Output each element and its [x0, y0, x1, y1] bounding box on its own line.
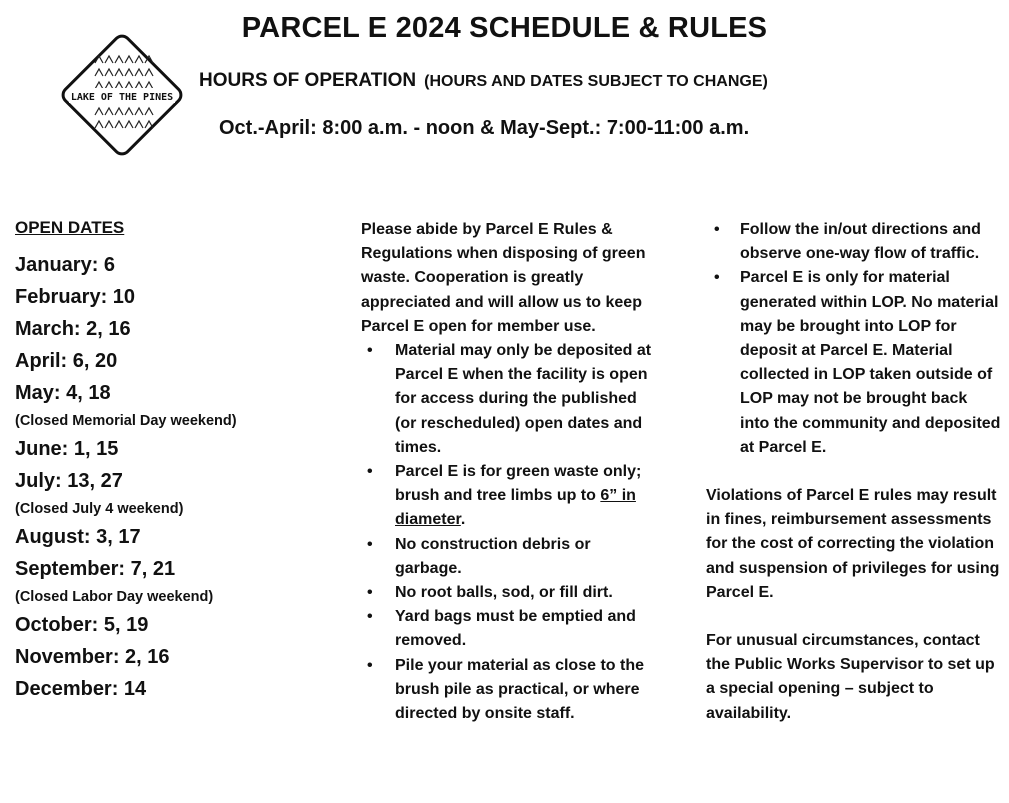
- month-dates: June: 1, 15: [15, 438, 119, 460]
- hours-note: (HOURS AND DATES SUBJECT TO CHANGE): [424, 73, 768, 90]
- month-dates: November: 2, 16: [15, 646, 170, 668]
- closure-note: (Closed Memorial Day weekend): [15, 413, 237, 429]
- rules-column: [361, 218, 661, 726]
- violations-paragraph: Violations of Parcel E rules may result in fines, reimbursement assessments for the cost of correcting the violation and suspension of privileges for using Parcel E.: [706, 487, 1000, 601]
- month-dates: January: 6: [15, 254, 116, 276]
- month-dates: February: 10: [15, 286, 136, 308]
- page-title: PARCEL E 2024 SCHEDULE & RULES: [241, 12, 768, 44]
- rule-item: • Pile your material as close to the brush pile as practical, or where directed by onsite staff.: [395, 654, 661, 727]
- closure-note: (Closed Labor Day weekend): [15, 589, 214, 605]
- closure-note: (Closed July 4 weekend): [15, 501, 184, 517]
- rule-item: [395, 460, 661, 533]
- lake-of-the-pines-logo: [55, 28, 189, 162]
- rule-suffix: .: [460, 511, 466, 529]
- month-dates: August: 3, 17: [15, 526, 141, 548]
- month-dates: March: 2, 16: [15, 318, 131, 340]
- rule-item: • Parcel E is only for material generated within LOP. No material may be brought into LOP for deposit at Parcel E. Material collected in LOP taken outside of LOP may not be brought back into the community and deposited at Parcel E.: [740, 266, 1001, 460]
- open-dates-heading: OPEN DATES: [15, 218, 125, 237]
- month-dates: October: 5, 19: [15, 614, 149, 636]
- rule-item: • Follow the in/out directions and observe one-way flow of traffic.: [740, 218, 1001, 266]
- month-dates: April: 6, 20: [15, 350, 118, 372]
- hours-label: HOURS OF OPERATION: [199, 70, 417, 91]
- more-rules-list: [706, 218, 1001, 460]
- contact-paragraph: For unusual circumstances, contact the Public Works Supervisor to set up a special opening – subject to availability.: [706, 632, 995, 722]
- rule-item: • Material may only be deposited at Parcel E when the facility is open for access during the published (or rescheduled) open dates and times.: [395, 339, 661, 460]
- more-rules-column: [706, 218, 1001, 726]
- month-dates: December: 14: [15, 678, 147, 700]
- limb-size: 6” in diameter: [395, 487, 636, 529]
- month-list: [15, 249, 335, 705]
- rule-item: • Yard bags must be emptied and removed.: [395, 605, 661, 653]
- rule-item: • No construction debris or garbage.: [395, 533, 661, 581]
- month-dates: September: 7, 21: [15, 558, 176, 580]
- rule-item: • No root balls, sod, or fill dirt.: [395, 581, 661, 605]
- logo-text: LAKE OF THE PINES: [70, 92, 174, 103]
- rule-text: Parcel E is for green waste only; brush and tree limbs up to: [395, 463, 642, 505]
- month-dates: July: 13, 27: [15, 470, 123, 492]
- month-dates: May: 4, 18: [15, 382, 111, 404]
- hours-of-operation: [199, 70, 768, 92]
- rules-list: [361, 339, 661, 726]
- hours-schedule: Oct.-April: 8:00 a.m. - noon & May-Sept.: 7:00-11:00 a.m.: [219, 117, 750, 139]
- open-dates-column: [15, 218, 335, 705]
- rules-intro: Please abide by Parcel E Rules & Regulations when disposing of green waste. Cooperation is greatly appreciated and will allow us to keep Parcel E open for member use.: [361, 221, 646, 335]
